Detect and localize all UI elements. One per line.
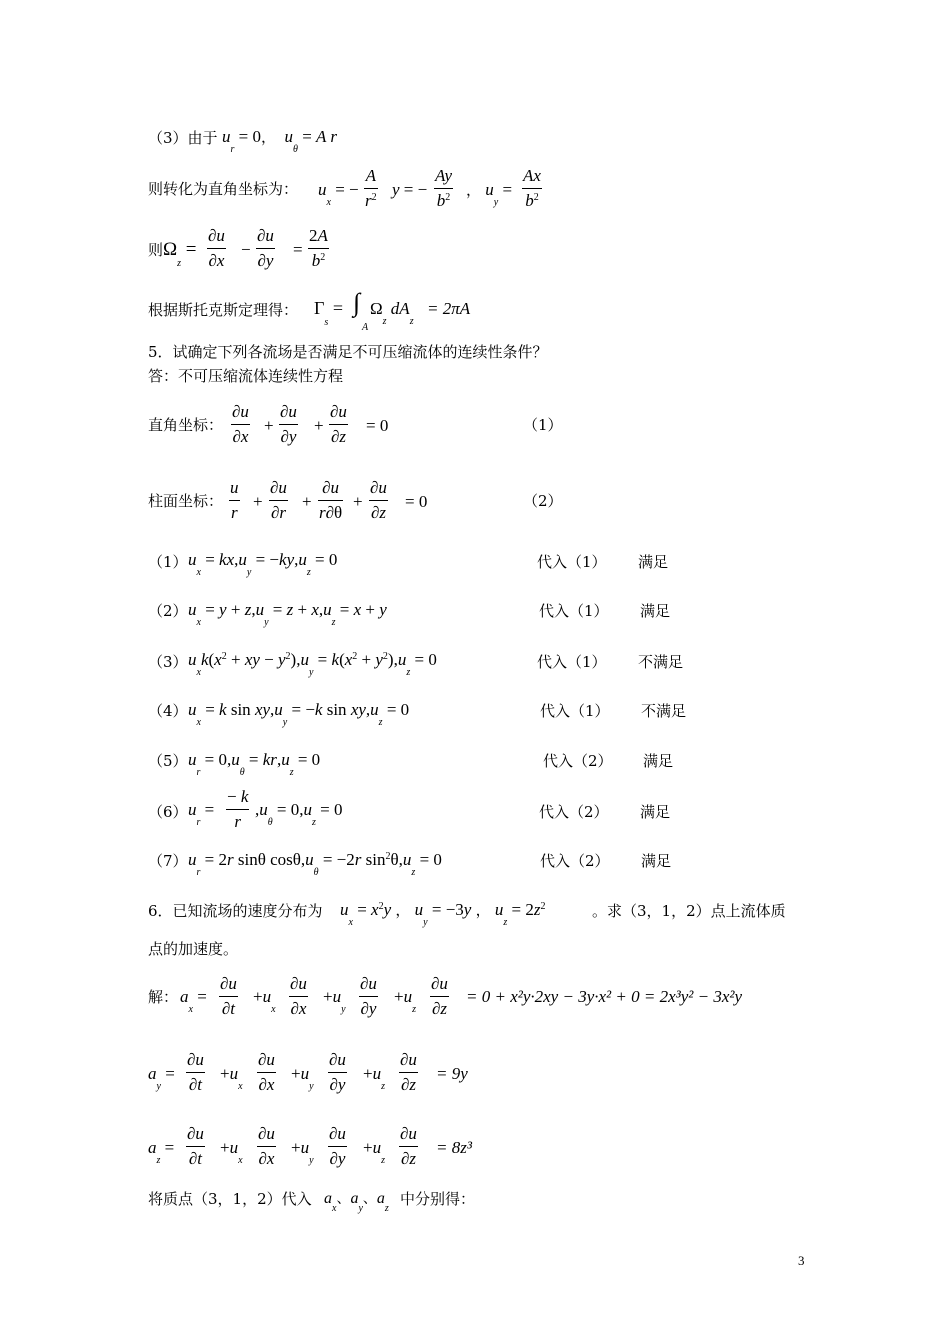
- fraction-2A-b2: 2A $b^2$: [309, 226, 328, 270]
- ay-t4: $+u_z$: [363, 1064, 385, 1092]
- cart-eq-zero: = 0: [366, 416, 389, 435]
- item-3-result: 不满足: [638, 653, 684, 671]
- item-7-expr: $u_r = 2r$ sinθ $\cos\theta,u_\theta = -2r$ $\sin^2\theta,u_z = 0$: [188, 850, 442, 878]
- ax-result: = 0 + x²y·2xy − 3y·x² + 0 = 2x³y² − 3x²y: [466, 987, 743, 1006]
- cyl-term-duth: ∂u r∂θ: [319, 478, 343, 522]
- item-2-sub: 代入（1）: [539, 602, 609, 620]
- q5-answer: 答：不可压缩流体连续性方程: [148, 367, 344, 385]
- az-dx: ∂u ∂x: [258, 1124, 275, 1168]
- ay-dt: ∂u ∂t: [187, 1050, 204, 1094]
- q6-velocity-field: $u_x = x^2y$ ， $u_y = -3y$ ， $u_z = 2z^2$: [340, 900, 546, 928]
- item-1-expr: $u_x = kx,u_y = -ky,u_z = 0$: [188, 550, 338, 578]
- ay-result: = 9y: [436, 1064, 468, 1083]
- ay-t3: $+u_y$: [291, 1064, 314, 1092]
- plus-3: +: [253, 492, 263, 511]
- cyl-tag: （2）: [523, 492, 563, 510]
- item-3-expr: $u_xk(x^2$ + xy − $y^2),u_y = k(x^2 + y^2),u_z = 0$: [188, 650, 437, 678]
- minus-sign: −: [241, 240, 251, 259]
- cart-term-y: ∂u ∂y: [280, 402, 297, 446]
- ux-expr: y = −: [392, 180, 428, 199]
- fraction-Ax-b2: Ax $b^2$: [523, 166, 541, 210]
- ax-dz: ∂u ∂z: [431, 974, 448, 1018]
- convert-label: 则转化为直角坐标为：: [148, 180, 299, 198]
- q6-title-b: 。求（3，1，2）点上流体质: [592, 902, 786, 920]
- item-4-expr: $u_x = k$ $\sin xy,u_y = -k$ $\sin xy,u_z = 0$: [188, 700, 410, 728]
- q6-title-a: 6．已知流场的速度分布为: [148, 902, 323, 920]
- ay-dy: ∂u ∂y: [329, 1050, 346, 1094]
- page-number: 3: [798, 1253, 805, 1268]
- cart-label: 直角坐标：: [148, 416, 224, 434]
- fraction-duy-dx: ∂u ∂x: [208, 226, 225, 270]
- item-4-num: （4）: [148, 702, 188, 720]
- sol-label: 解：: [148, 988, 179, 1006]
- ay-t2: $+u_x$: [220, 1064, 243, 1092]
- item-5-num: （5）: [148, 752, 188, 770]
- ax-t3: $+u_y$: [323, 987, 346, 1015]
- item-6-rest: $,u_\theta = 0,u_z = 0$: [255, 800, 343, 828]
- fraction-minus-k-r: − k r: [227, 787, 249, 831]
- gamma-s: $\Gamma_s$ =: [314, 298, 343, 328]
- ax-dy: ∂u ∂y: [360, 974, 377, 1018]
- q6-title-c: 点的加速度。: [148, 940, 239, 958]
- az-t2: $+u_x$: [220, 1138, 243, 1166]
- sec3-condition: $u_r = 0$， $u_\theta = A$ r: [222, 127, 337, 155]
- item-1-sub: 代入（1）: [537, 553, 607, 571]
- ay-dz: ∂u ∂z: [400, 1050, 417, 1094]
- final-a: 将质点（3，1，2）代入: [148, 1190, 312, 1208]
- item-2-num: （2）: [148, 602, 188, 620]
- then-label: 则: [148, 241, 164, 259]
- item-2-expr: $u_x = y + z,u_y = z + x,u_z = x + y$: [188, 600, 387, 628]
- az-dt: ∂u ∂t: [187, 1124, 204, 1168]
- item-2-result: 满足: [640, 602, 671, 620]
- uy-label: ， $u_y$ =: [466, 180, 513, 208]
- item-6-result: 满足: [640, 803, 671, 821]
- cyl-term-duz: ∂u ∂z: [370, 478, 387, 522]
- eq-sign: =: [293, 240, 303, 259]
- q5-title: 5．试确定下列各流场是否满足不可压缩流体的连续性条件？: [148, 343, 548, 361]
- az-label: $a_z$ =: [148, 1138, 175, 1166]
- ay-dx: ∂u ∂x: [258, 1050, 275, 1094]
- stokes-result: = 2πA: [427, 299, 471, 318]
- ax-dx: ∂u ∂x: [290, 974, 307, 1018]
- cyl-label: 柱面坐标：: [148, 492, 224, 510]
- az-dz: ∂u ∂z: [400, 1124, 417, 1168]
- cart-term-z: ∂u ∂z: [330, 402, 347, 446]
- integral-sub-A: A: [362, 322, 369, 333]
- item-5-result: 满足: [643, 752, 674, 770]
- plus-2: +: [314, 416, 324, 435]
- plus-1: +: [264, 416, 274, 435]
- item-7-num: （7）: [148, 852, 188, 870]
- fraction-Ay-b2: Ay $b^2$: [435, 166, 452, 210]
- item-4-sub: 代入（1）: [540, 702, 610, 720]
- az-dy: ∂u ∂y: [329, 1124, 346, 1168]
- cart-tag: （1）: [523, 416, 563, 434]
- item-1-num: （1）: [148, 553, 188, 571]
- ax-t2: $+u_x$: [253, 987, 276, 1015]
- ay-label: $a_y$ =: [148, 1064, 175, 1092]
- plus-5: +: [353, 492, 363, 511]
- cyl-eq-zero: = 0: [405, 492, 428, 511]
- item-4-result: 不满足: [641, 702, 687, 720]
- item-7-result: 满足: [641, 852, 672, 870]
- az-t3: $+u_y$: [291, 1138, 314, 1166]
- omega-z: $\Omega_z$ =: [163, 239, 197, 269]
- ux-label: $u_x$ = −: [318, 180, 359, 208]
- az-t4: $+u_z$: [363, 1138, 385, 1166]
- stokes-label: 根据斯托克斯定理得：: [148, 301, 299, 319]
- item-5-expr: $u_r = 0,u_\theta = kr,u_z = 0$: [188, 750, 321, 778]
- item-3-num: （3）: [148, 653, 188, 671]
- ax-dt: ∂u ∂t: [220, 974, 237, 1018]
- cyl-term-dur-dr: ∂u ∂r: [270, 478, 287, 522]
- ax-label: $a_x$ =: [180, 987, 207, 1015]
- fraction-dux-dy: ∂u ∂y: [257, 226, 274, 270]
- cyl-term-ur-r: u r: [230, 478, 239, 522]
- item-6-ur: $u_r$ =: [188, 800, 215, 828]
- final-b: 中分别得：: [400, 1190, 476, 1208]
- item-5-sub: 代入（2）: [543, 752, 613, 770]
- sec3-intro: （3）由于: [148, 129, 218, 147]
- item-6-num: （6）: [148, 803, 188, 821]
- plus-4: +: [302, 492, 312, 511]
- item-7-sub: 代入（2）: [540, 852, 610, 870]
- final-vars: $a_x$、$a_y$、$a_z$: [324, 1190, 389, 1214]
- item-1-result: 满足: [638, 553, 669, 571]
- cart-term-x: ∂u ∂x: [232, 402, 249, 446]
- ax-t4: $+u_z$: [394, 987, 416, 1015]
- item-3-sub: 代入（1）: [537, 653, 607, 671]
- fraction-A-r2: A $r^2$: [365, 166, 377, 210]
- az-result: = 8z³: [436, 1138, 472, 1157]
- item-6-sub: 代入（2）: [539, 803, 609, 821]
- stokes-integrand: $\Omega_z$ $dA_z$: [370, 299, 414, 327]
- integral-sign: ∫: [353, 288, 361, 317]
